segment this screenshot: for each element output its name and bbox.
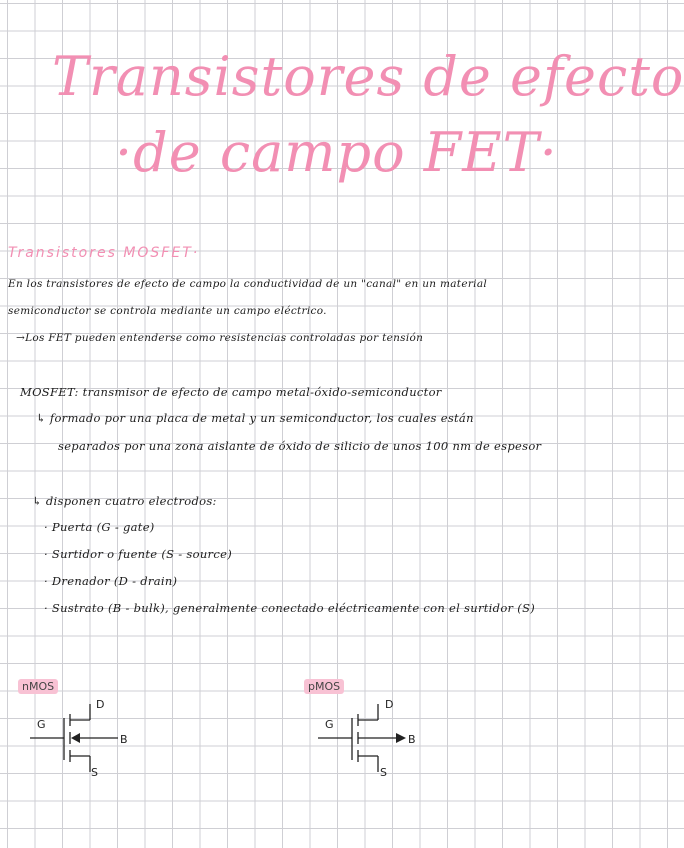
- mosfet-definition: MOSFET: transmisor de efecto de campo metal-óxido-semiconductor: [20, 385, 442, 399]
- mosfet-structure-line-1: ↳ formado por una placa de metal y un semiconductor, los cuales están: [36, 411, 474, 425]
- electrodes-intro: ↳ disponen cuatro electrodos:: [32, 494, 217, 508]
- nmos-bulk-label: B: [120, 733, 128, 746]
- pmos-symbol: [316, 700, 411, 780]
- pmos-drain-label: D: [385, 698, 394, 711]
- pmos-tag: pMOS: [304, 679, 344, 694]
- nmos-tag: nMOS: [18, 679, 58, 694]
- section-heading: Transistores MOSFET·: [8, 245, 200, 261]
- electrode-item-drain: · Drenador (D - drain): [44, 574, 178, 588]
- electrode-item-source: · Surtidor o fuente (S - source): [44, 547, 232, 561]
- page-title-line1: Transistores de efecto: [52, 45, 684, 108]
- pmos-source-label: S: [380, 766, 387, 779]
- nmos-symbol: [28, 700, 123, 780]
- nmos-source-label: S: [91, 766, 98, 779]
- intro-line-3: →Los FET pueden entenderse como resistencias controladas por tensión: [16, 332, 424, 344]
- nmos-gate-label: G: [37, 718, 46, 731]
- electrode-item-gate: · Puerta (G - gate): [44, 520, 155, 534]
- mosfet-structure-line-2: separados por una zona aislante de óxido de silicio de unos 100 nm de espesor: [58, 439, 542, 453]
- page-title-line2: ·de campo FET·: [115, 121, 558, 184]
- pmos-gate-label: G: [325, 718, 334, 731]
- nmos-drain-label: D: [96, 698, 105, 711]
- electrode-item-bulk: · Sustrato (B - bulk), generalmente conectado eléctricamente con el surtidor (S): [44, 601, 536, 615]
- intro-line-2: semiconductor se controla mediante un campo eléctrico.: [8, 305, 327, 317]
- pmos-bulk-label: B: [408, 733, 416, 746]
- intro-line-1: En los transistores de efecto de campo la conductividad de un "canal" en un material: [8, 278, 488, 290]
